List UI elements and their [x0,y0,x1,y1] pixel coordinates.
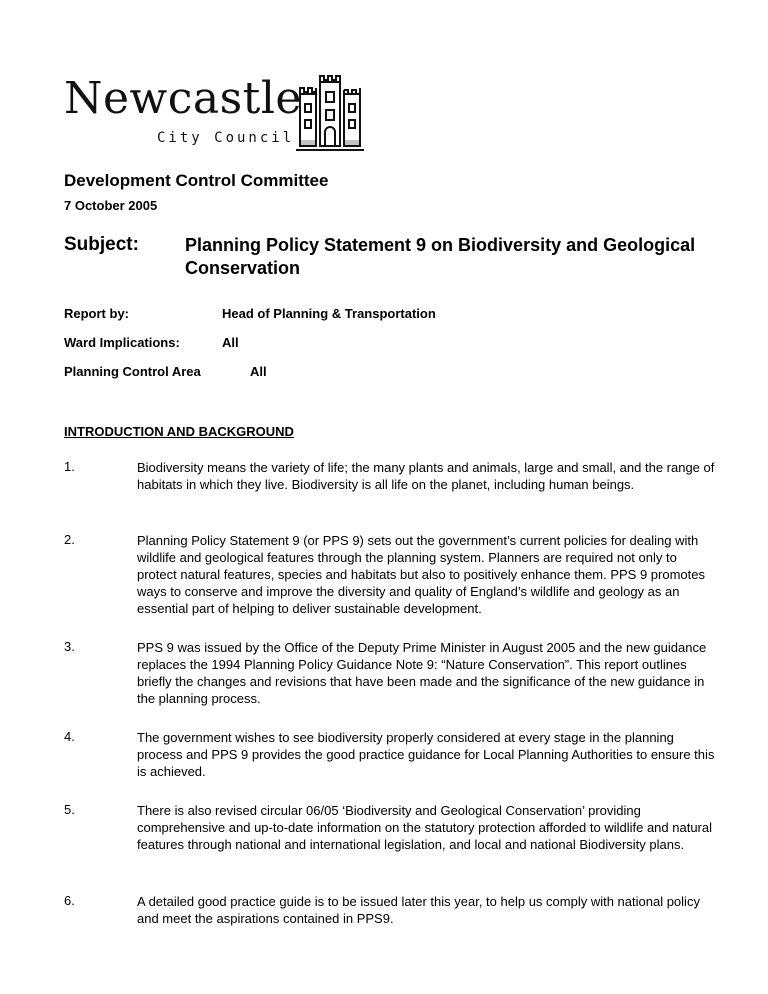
planning-control-area-label: Planning Control Area [64,364,201,379]
subject-label: Subject: [64,234,139,255]
paragraph-text: Biodiversity means the variety of life; the many plants and animals, large and small, and the range of habitats in which they live. Biodiversity is all life on the planet, including human beings. [137,460,715,492]
committee-title: Development Control Committee [64,171,329,190]
paragraph-number: 3. [64,639,75,654]
paragraph-text: The government wishes to see biodiversity properly considered at every stage in the planning process and PPS 9 provides the good practice guidance for Local Planning Authorities to ensure this is achieved. [137,730,715,779]
paragraph-number: 5. [64,802,75,817]
paragraph-text: PPS 9 was issued by the Office of the Deputy Prime Minister in August 2005 and the new guidance replaces the 1994 Planning Policy Guidance Note 9: “Nature Conservation”. This report outlines briefly the changes and revisions that have been made and the significance of the new guidance in the planning process. [137,640,707,706]
ward-implications-value: All [222,335,239,350]
section-heading: INTRODUCTION AND BACKGROUND [64,424,294,439]
planning-control-area-value: All [250,364,267,379]
paragraph-number: 4. [64,729,75,744]
logo-wordmark: Newcastle [64,73,302,124]
report-by-label: Report by: [64,306,129,321]
subject-text: Planning Policy Statement 9 on Biodiversity and Geological Conservation [185,235,696,278]
paragraph-number: 1. [64,459,75,474]
paragraph-text: Planning Policy Statement 9 (or PPS 9) sets out the government’s current policies for dealing with wildlife and geological features through the planning system. Planners are required not only to protect natural features, species and habitats but also to positively enhance them. PPS 9 promotes ways to conserve and improve the diversity and quality of England’s wildlife and geology as an essential part of helping to deliver sustainable development. [137,533,705,616]
paragraph-text: A detailed good practice guide is to be issued later this year, to help us comply with national policy and meet the aspirations contained in PPS9. [137,894,700,926]
logo-subline: City Council [157,130,295,146]
castle-icon [296,72,364,156]
ward-implications-label: Ward Implications: [64,335,180,350]
paragraph-number: 6. [64,893,75,908]
meeting-date: 7 October 2005 [64,198,158,213]
council-logo [64,72,364,160]
report-by-value: Head of Planning & Transportation [222,306,436,321]
paragraph-text: There is also revised circular 06/05 ‘Biodiversity and Geological Conservation’ providing comprehensive and up-to-date information on the statutory protection afforded to wildlife and natural features through national and international legislation, and local and national Biodiversity plans. [137,803,712,852]
paragraph-number: 2. [64,532,75,547]
